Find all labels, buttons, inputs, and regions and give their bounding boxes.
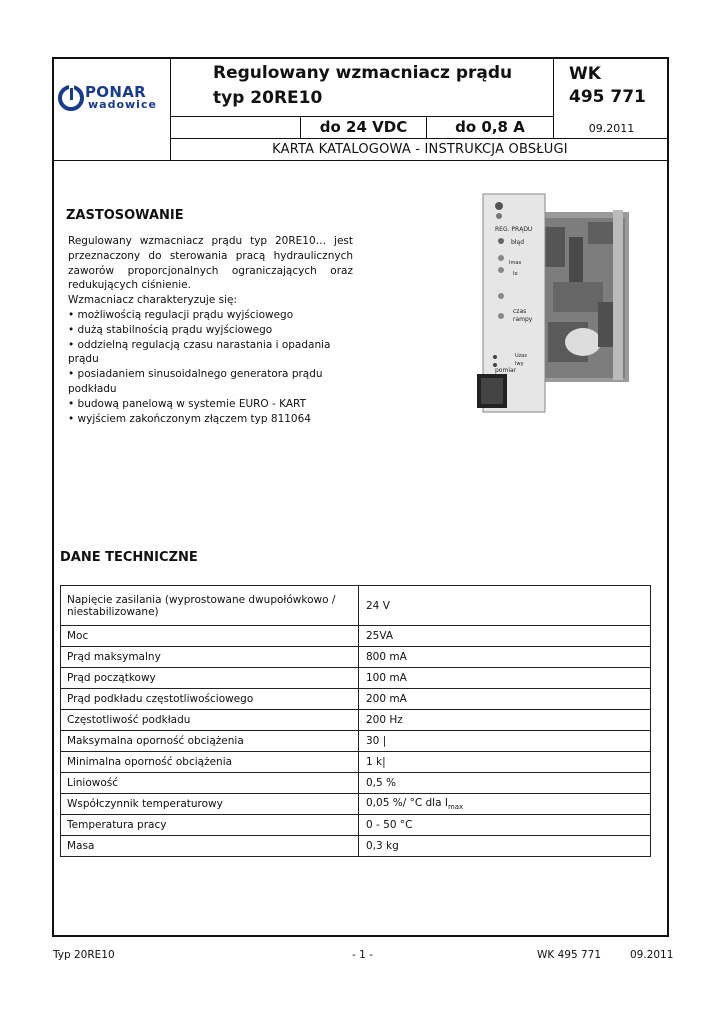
footer-page-number: - 1 -	[352, 949, 373, 961]
photo-label-blad: błąd	[511, 239, 524, 246]
photo-label-rampy: rampy	[513, 316, 533, 323]
spec-label: Prąd podkładu częstotliwościowego	[61, 689, 359, 710]
spec-label: Liniowość	[61, 773, 359, 794]
spec-label: Prąd maksymalny	[61, 647, 359, 668]
feature-item: • budową panelową w systemie EURO - KART	[68, 397, 353, 412]
table-row	[61, 773, 651, 794]
photo-label-imax: Imax	[509, 260, 522, 266]
header-date: 09.2011	[554, 117, 669, 139]
title-line-1: Regulowany wzmacniacz prądu	[213, 63, 513, 83]
table-row	[61, 647, 651, 668]
photo-label-io: Io	[513, 271, 518, 277]
current-spec: do 0,8 A	[427, 117, 554, 139]
table-row	[61, 752, 651, 773]
spec-value: 1 k|	[359, 752, 651, 773]
technical-heading: DANE TECHNICZNE	[60, 550, 198, 565]
application-paragraph: Regulowany wzmacniacz prądu typ 20RE10… jest przeznaczony do sterowania pracą hydraulicznych zaworów proporcjonalnych ograniczających oraz redukujących ciśnienie.	[68, 235, 353, 292]
spec-label: Współczynnik temperaturowy	[61, 794, 359, 815]
spec-label: Prąd początkowy	[61, 668, 359, 689]
spec-label: Minimalna oporność obciążenia	[61, 752, 359, 773]
spec-value	[359, 794, 651, 815]
table-row	[61, 731, 651, 752]
logo-cell	[54, 59, 171, 161]
footer-date: 09.2011	[630, 949, 674, 961]
spec-label: Masa	[61, 836, 359, 857]
spec-value: 25VA	[359, 626, 651, 647]
voltage-spec: do 24 VDC	[301, 117, 427, 139]
spec-label: Częstotliwość podkładu	[61, 710, 359, 731]
logo-subtitle: wadowice	[88, 98, 157, 111]
feature-item: • wyjściem zakończonym złączem typ 811064	[68, 412, 353, 427]
table-row	[61, 836, 651, 857]
photo-label-iwy: Iwy	[515, 361, 524, 367]
footer-code: WK 495 771	[537, 949, 602, 961]
table-row	[61, 689, 651, 710]
table-row	[61, 626, 651, 647]
spec-label: Temperatura pracy	[61, 815, 359, 836]
photo-label-uzas: Uzas	[515, 353, 527, 359]
footer-type: Typ 20RE10	[53, 949, 115, 961]
code-line-1: WK	[569, 64, 601, 84]
spec-value: 200 Hz	[359, 710, 651, 731]
feature-item: • możliwością regulacji prądu wyjściowego	[68, 308, 353, 323]
spec-label: Napięcie zasilania (wyprostowane dwupołówkowo / niestabilizowane)	[61, 586, 359, 626]
spec-value: 0 - 50 °C	[359, 815, 651, 836]
table-row	[61, 586, 651, 626]
spec-value: 100 mA	[359, 668, 651, 689]
amplifier-card-photo	[473, 192, 631, 414]
spec-value-subscript: max	[447, 803, 464, 812]
table-row	[61, 710, 651, 731]
feature-item: • oddzielną regulacją czasu narastania i opadania prądu	[68, 338, 353, 368]
spec-value: 0,5 %	[359, 773, 651, 794]
photo-label-reg: REG. PRĄDU	[495, 226, 533, 233]
spec-label: Maksymalna oporność obciążenia	[61, 731, 359, 752]
feature-item: • posiadaniem sinusoidalnego generatora prądu podkładu	[68, 367, 353, 397]
spec-value: 30 |	[359, 731, 651, 752]
spec-value: 800 mA	[359, 647, 651, 668]
photo-label-czas: czas	[513, 308, 527, 315]
features-list	[68, 308, 353, 426]
ponar-logo-icon	[58, 85, 84, 111]
spec-label: Moc	[61, 626, 359, 647]
table-row	[61, 815, 651, 836]
spec-value-text: 0,05 %/ °C dla I	[366, 796, 448, 809]
title-line-2: typ 20RE10	[213, 88, 323, 108]
technical-data-table	[60, 585, 651, 857]
application-text	[68, 234, 353, 426]
logo-name: PONAR	[85, 83, 146, 101]
features-intro: Wzmacniacz charakteryzuje się:	[68, 294, 238, 307]
header-empty-cell	[171, 117, 301, 139]
document-title	[171, 59, 554, 117]
application-heading: ZASTOSOWANIE	[66, 208, 184, 223]
code-line-2: 495 771	[569, 87, 646, 107]
spec-value: 200 mA	[359, 689, 651, 710]
catalog-code	[554, 59, 669, 117]
spec-value: 24 V	[359, 586, 651, 626]
table-row	[61, 668, 651, 689]
photo-label-pomiar: pomiar	[495, 367, 517, 374]
document-subtitle: KARTA KATALOGOWA - INSTRUKCJA OBSŁUGI	[171, 139, 669, 161]
ponar-logo	[58, 83, 166, 113]
spec-value: 0,3 kg	[359, 836, 651, 857]
feature-item: • dużą stabilnością prądu wyjściowego	[68, 323, 353, 338]
table-row	[61, 794, 651, 815]
